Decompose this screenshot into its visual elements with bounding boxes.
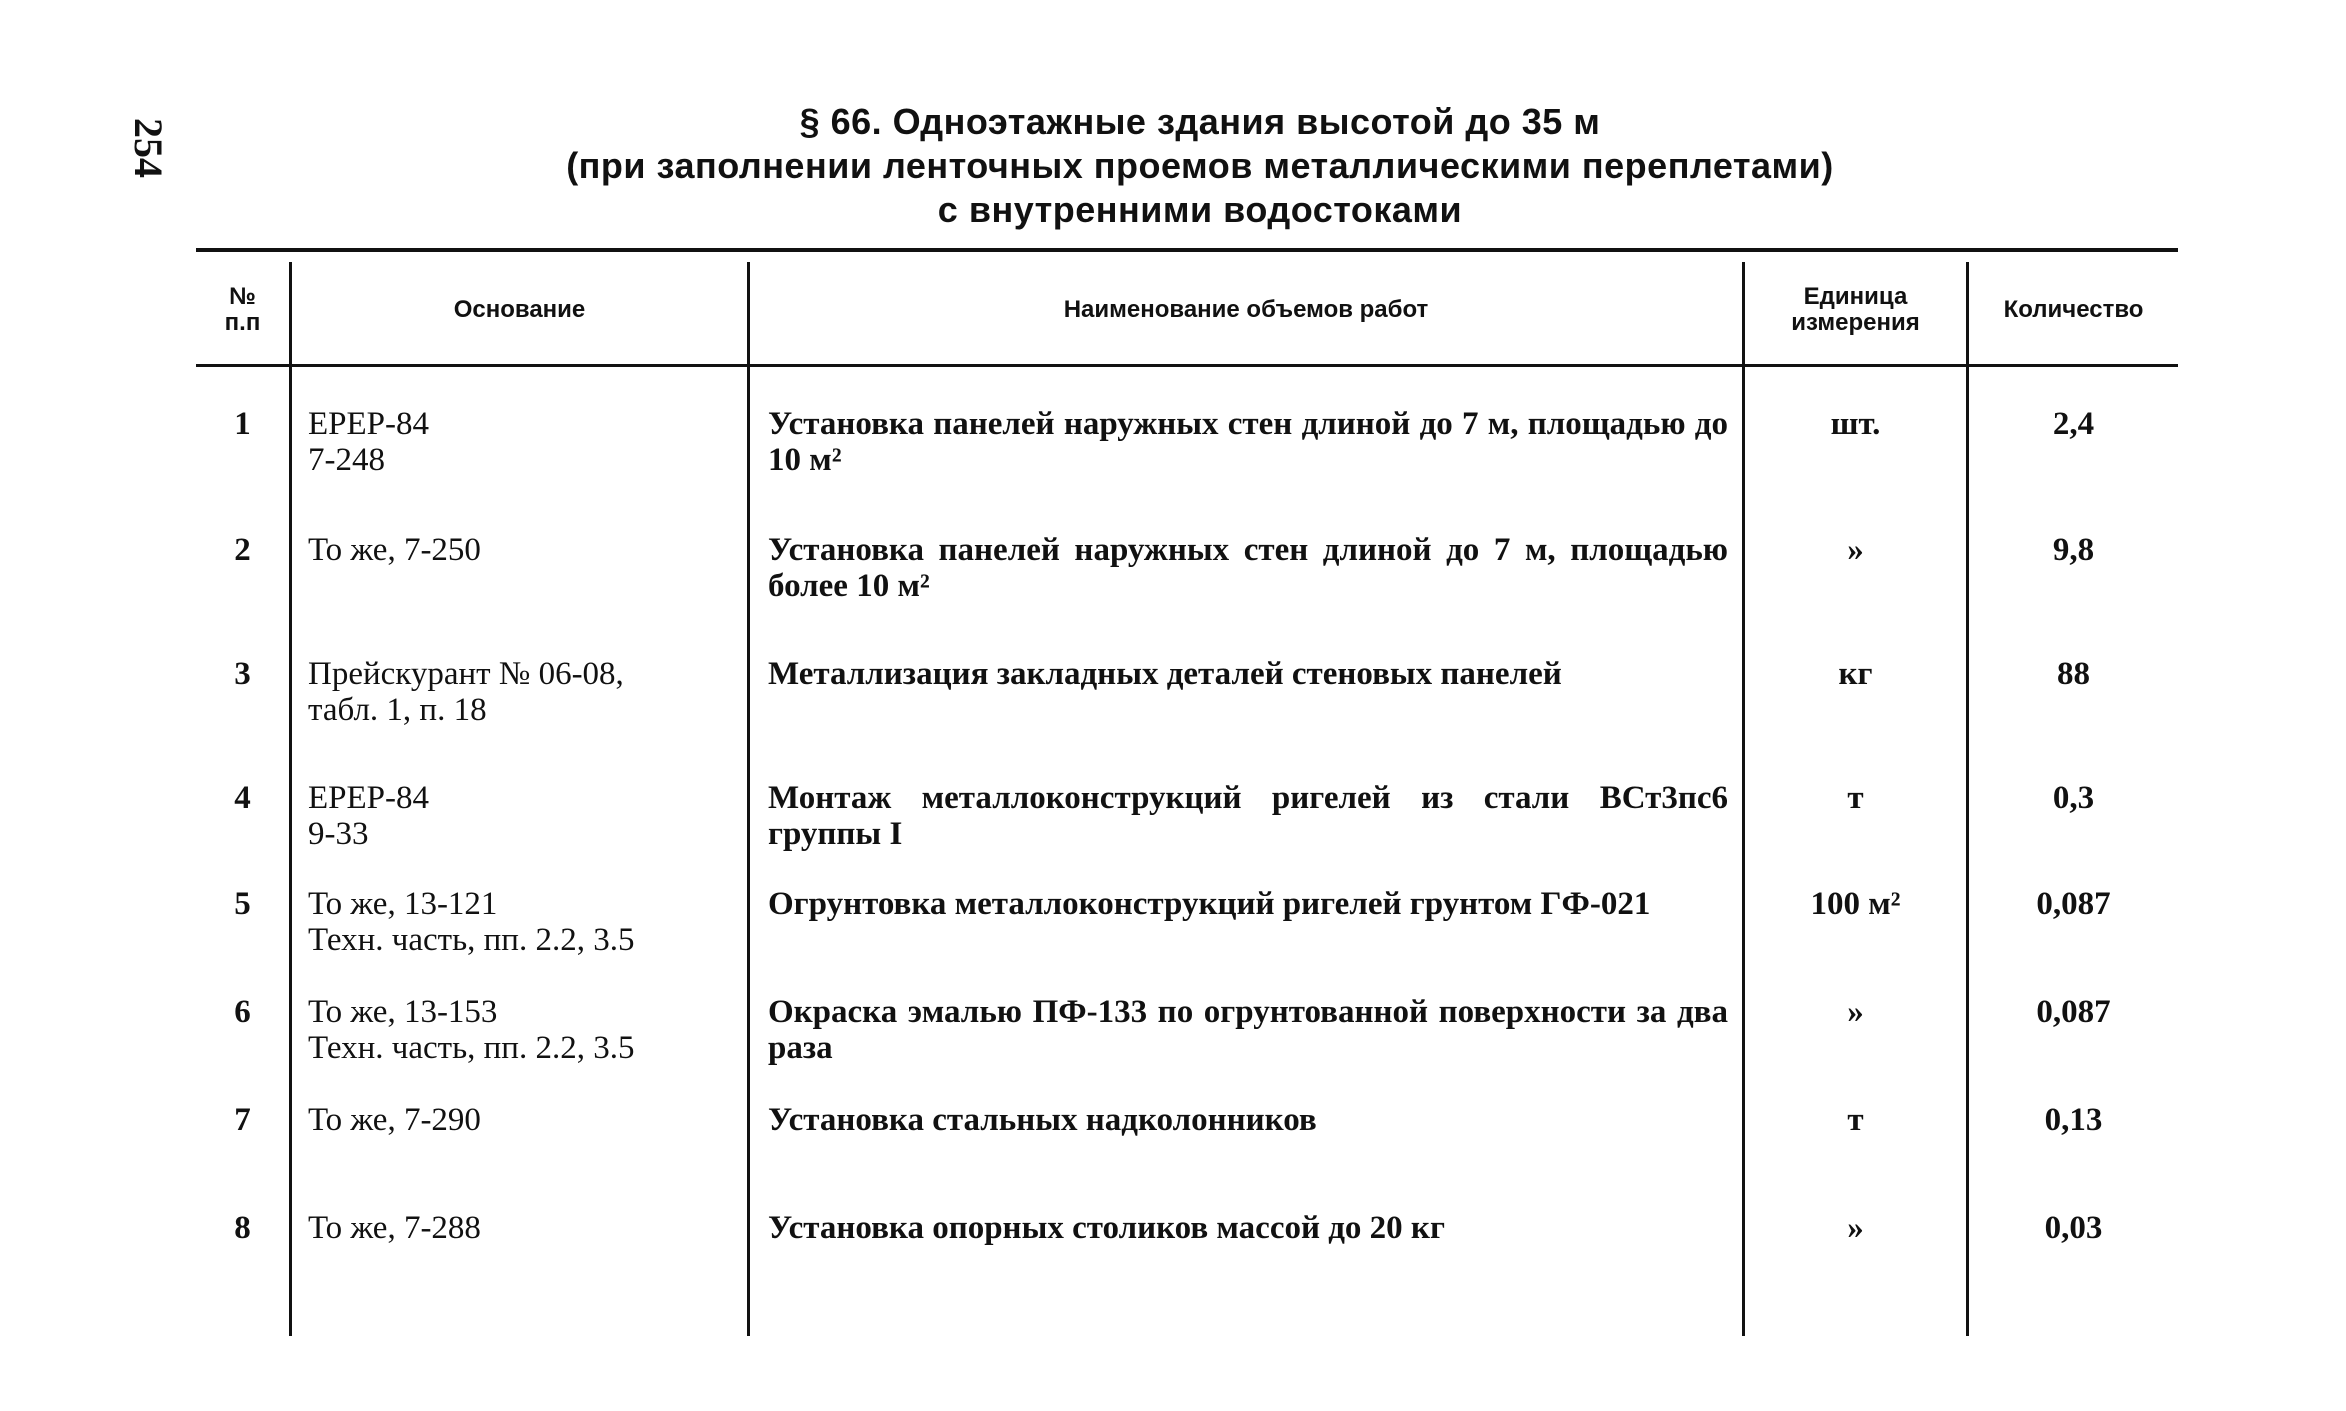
row-6-unit: »	[1847, 994, 1864, 1030]
header-basis: Основание	[453, 296, 586, 323]
row-2-qty: 9,8	[2052, 532, 2095, 568]
title-line-3: с внутренними водостоками	[937, 189, 1463, 230]
row-7-qty: 0,13	[2044, 1102, 2103, 1138]
row-4-basis: ЕРЕР-84 9-33	[308, 780, 430, 852]
row-2-work: Установка панелей наружных стен длиной до 7 м, площадью более 10 м²	[768, 532, 1728, 604]
row-3-work: Металлизация закладных деталей стеновых панелей	[768, 656, 1562, 692]
title-line-2: (при заполнении ленточных проемов металлическими переплетами)	[566, 145, 1834, 186]
header-num: № п.п	[224, 283, 261, 336]
row-3-qty: 88	[2057, 656, 2090, 692]
row-5-basis: То же, 13-121 Техн. часть, пп. 2.2, 3.5	[308, 886, 635, 958]
row-3-unit: кг	[1838, 656, 1873, 692]
section-title	[400, 100, 2000, 232]
header-work: Наименование объемов работ	[1063, 296, 1429, 323]
header-qty: Количество	[2003, 296, 2144, 323]
table-header-rule	[196, 364, 2178, 367]
row-8-num: 8	[234, 1210, 251, 1246]
column-divider	[747, 262, 750, 1336]
row-2-num: 2	[234, 532, 251, 568]
row-4-work: Монтаж металлоконструкций ригелей из стали ВСт3пс6 группы I	[768, 780, 1728, 852]
table-top-rule	[196, 248, 2178, 252]
row-5-work: Огрунтовка металлоконструкций ригелей грунтом ГФ-021	[768, 886, 1651, 922]
row-8-basis: То же, 7-288	[308, 1210, 481, 1246]
row-2-basis: То же, 7-250	[308, 532, 481, 568]
row-7-basis: То же, 7-290	[308, 1102, 481, 1138]
row-4-unit: т	[1847, 780, 1864, 816]
row-6-work: Окраска эмалью ПФ-133 по огрунтованной поверхности за два раза	[768, 994, 1728, 1066]
row-6-basis: То же, 13-153 Техн. часть, пп. 2.2, 3.5	[308, 994, 635, 1066]
column-divider	[289, 262, 292, 1336]
row-1-qty: 2,4	[2052, 406, 2095, 442]
row-1-unit: шт.	[1830, 406, 1881, 442]
row-1-basis: ЕРЕР-84 7-248	[308, 406, 430, 478]
row-5-qty: 0,087	[2036, 886, 2111, 922]
row-7-num: 7	[234, 1102, 251, 1138]
row-6-num: 6	[234, 994, 251, 1030]
row-8-qty: 0,03	[2044, 1210, 2103, 1246]
row-7-work: Установка стальных надколонников	[768, 1102, 1317, 1138]
row-1-work: Установка панелей наружных стен длиной до 7 м, площадью до 10 м²	[768, 406, 1728, 478]
page-number: 254	[126, 118, 171, 178]
row-1-num: 1	[234, 406, 251, 442]
row-3-basis: Прейскурант № 06-08, табл. 1, п. 18	[308, 656, 624, 728]
row-4-qty: 0,3	[2052, 780, 2095, 816]
title-line-1: § 66. Одноэтажные здания высотой до 35 м	[799, 101, 1601, 142]
row-6-qty: 0,087	[2036, 994, 2111, 1030]
row-5-unit: 100 м²	[1810, 886, 1901, 922]
row-2-unit: »	[1847, 532, 1864, 568]
row-8-work: Установка опорных столиков массой до 20 кг	[768, 1210, 1445, 1246]
row-7-unit: т	[1847, 1102, 1864, 1138]
row-8-unit: »	[1847, 1210, 1864, 1246]
row-5-num: 5	[234, 886, 251, 922]
row-3-num: 3	[234, 656, 251, 692]
row-4-num: 4	[234, 780, 251, 816]
header-unit: Единица измерения	[1791, 283, 1920, 336]
